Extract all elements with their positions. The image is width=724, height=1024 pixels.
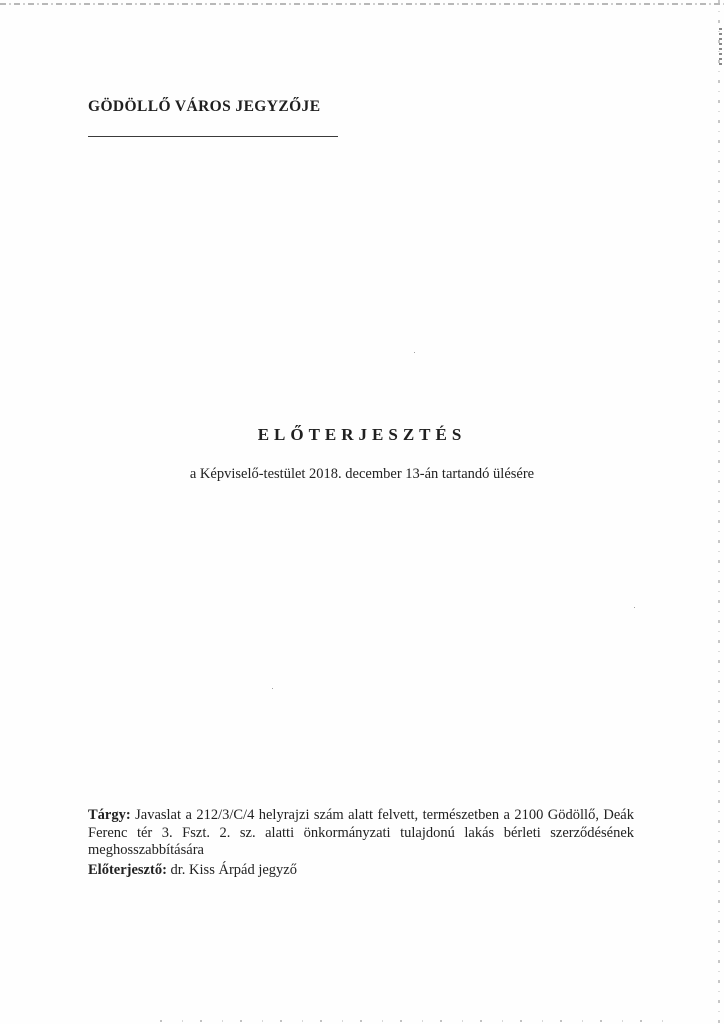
- document-title: ELŐTERJESZTÉS: [257, 425, 467, 444]
- presenter-line: [88, 862, 297, 879]
- scan-artifact-bottom: [160, 1020, 680, 1022]
- presenter-text: dr. Kiss Árpád jegyző: [166, 862, 297, 878]
- subject-text: Javaslat a 212/3/C/4 helyrajzi szám alatt felvett, természetben a 2100 Gödöllő, Deák Ferenc tér 3. Fszt. 2. sz. alatti önkormányzati tulajdonú lakás bérleti szerződésének meghosszabbítására: [88, 807, 634, 858]
- scan-speck: [414, 352, 415, 353]
- subject-paragraph: [88, 807, 634, 860]
- scan-speck: [634, 607, 635, 608]
- scan-artifact-right-mark: [719, 28, 722, 68]
- scan-speck: [272, 688, 273, 689]
- document-subtitle: a Képviselő-testület 2018. december 13-án tartandó ülésére: [189, 466, 535, 482]
- scan-artifact-top: [0, 3, 724, 5]
- presenter-label: Előterjesztő:: [88, 862, 167, 878]
- subject-label: Tárgy:: [88, 807, 131, 823]
- issuer-underline: [88, 136, 338, 137]
- scan-artifact-right: [718, 0, 720, 1024]
- issuer-heading: GÖDÖLLŐ VÁROS JEGYZŐJE: [88, 98, 321, 115]
